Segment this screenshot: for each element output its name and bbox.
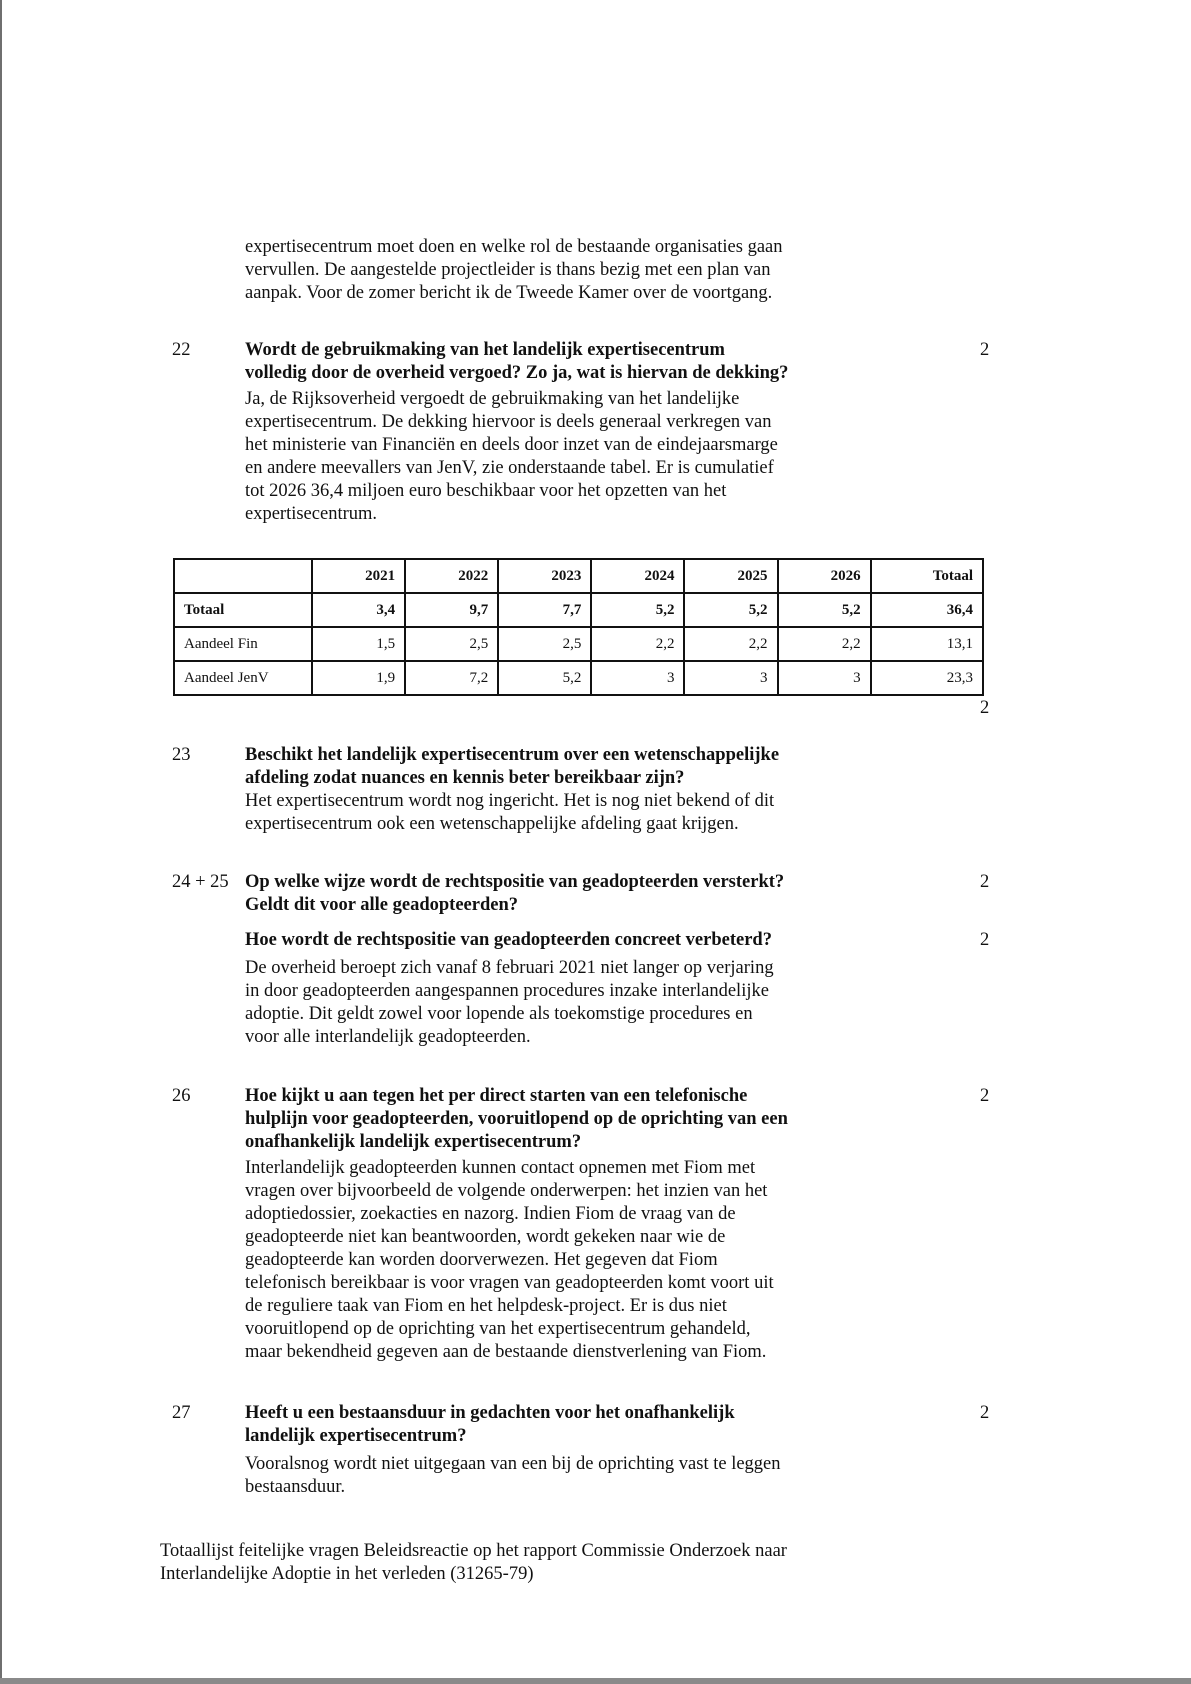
text-line: Op welke wijze wordt de rechtspositie van geadopteerden versterkt? (245, 872, 785, 892)
priority-after-table: 2 (980, 698, 990, 718)
question-number-27: 27 (172, 1403, 191, 1423)
question-23-text (245, 744, 875, 790)
question-number-22: 22 (172, 340, 191, 360)
question-24-text (245, 871, 875, 917)
text-line: hulplijn voor geadopteerden, vooruitlopend op de oprichting van een (245, 1109, 788, 1129)
table-cell: 1,5 (312, 627, 405, 661)
table-header-cell: 2026 (778, 559, 871, 593)
text-line: bestaansduur. (245, 1477, 346, 1497)
budget-table (173, 558, 984, 696)
answer-24-25-text (245, 957, 875, 1049)
text-line: Wordt de gebruikmaking van het landelijk expertisecentrum (245, 340, 725, 360)
answer-27-text (245, 1453, 875, 1499)
text-line: tot 2026 36,4 miljoen euro beschikbaar voor het opzetten van het (245, 481, 727, 501)
text-line: afdeling zodat nuances en kennis beter bereikbaar zijn? (245, 768, 685, 788)
question-26-text (245, 1085, 875, 1154)
answer-26-text (245, 1157, 875, 1364)
table-header-cell: 2024 (591, 559, 684, 593)
priority-22: 2 (980, 340, 990, 360)
text-line: onafhankelijk landelijk expertisecentrum? (245, 1132, 582, 1152)
table-header-cell: 2022 (405, 559, 498, 593)
table-cell: 3 (684, 661, 777, 695)
text-line: Vooralsnog wordt niet uitgegaan van een bij de oprichting vast te leggen (245, 1454, 781, 1474)
question-25-text: Hoe wordt de rechtspositie van geadopteerden concreet verbeterd? (245, 930, 772, 950)
table-row-label: Aandeel Fin (174, 627, 312, 661)
question-number-24-25: 24 + 25 (172, 872, 229, 892)
question-26-block (245, 1085, 875, 1364)
text-line: adoptie. Dit geldt zowel voor lopende als toekomstige procedures en (245, 1004, 753, 1024)
question-23-block (245, 744, 875, 836)
text-line: Geldt dit voor alle geadopteerden? (245, 895, 519, 915)
table-cell: 2,2 (684, 627, 777, 661)
table-cell: 9,7 (405, 593, 498, 627)
table-cell: 13,1 (871, 627, 983, 661)
text-line: de reguliere taak van Fiom en het helpdesk-project. Er is dus niet (245, 1296, 727, 1316)
table-cell: 2,5 (405, 627, 498, 661)
question-22-text (245, 339, 875, 385)
priority-24: 2 (980, 872, 990, 892)
text-line: het ministerie van Financiën en deels door inzet van de eindejaarsmarge (245, 435, 778, 455)
text-line: Het expertisecentrum wordt nog ingericht. Het is nog niet bekend of dit (245, 791, 775, 811)
question-number-26: 26 (172, 1086, 191, 1106)
table-header-cell: 2025 (684, 559, 777, 593)
table-cell: 5,2 (498, 661, 591, 695)
table-cell: 3,4 (312, 593, 405, 627)
text-line: Interlandelijk geadopteerden kunnen contact opnemen met Fiom met (245, 1158, 756, 1178)
question-22-block (245, 339, 875, 526)
text-line: landelijk expertisecentrum? (245, 1426, 467, 1446)
text-line: Hoe kijkt u aan tegen het per direct starten van een telefonische (245, 1086, 748, 1106)
question-27-block (245, 1402, 875, 1499)
text-line: in door geadopteerden aangespannen procedures inzake interlandelijke (245, 981, 769, 1001)
text-line: expertisecentrum ook een wetenschappelijke afdeling gaat krijgen. (245, 814, 739, 834)
text-line: voor alle interlandelijk geadopteerden. (245, 1027, 531, 1047)
table-header-cell: 2023 (498, 559, 591, 593)
table-cell: 5,2 (778, 593, 871, 627)
text-line: vooruitlopend op de oprichting van het expertisecentrum gehandeld, (245, 1319, 751, 1339)
table-cell: 7,7 (498, 593, 591, 627)
table-cell: 2,2 (778, 627, 871, 661)
text-line: telefonisch bereikbaar is voor vragen van geadopteerden komt voort uit (245, 1273, 774, 1293)
table-cell: 2,5 (498, 627, 591, 661)
question-25-block (245, 929, 875, 1049)
text-line: vervullen. De aangestelde projectleider is thans bezig met een plan van (245, 260, 771, 280)
priority-27: 2 (980, 1403, 990, 1423)
table-cell: 7,2 (405, 661, 498, 695)
table-cell: 2,2 (591, 627, 684, 661)
text-line: vragen over bijvoorbeeld de volgende onderwerpen: het inzien van het (245, 1181, 768, 1201)
table-row-label: Aandeel JenV (174, 661, 312, 695)
question-27-text (245, 1402, 875, 1448)
table-row (174, 627, 983, 661)
text-line: De overheid beroept zich vanaf 8 februari 2021 niet langer op verjaring (245, 958, 774, 978)
text-line: Heeft u een bestaansduur in gedachten voor het onafhankelijk (245, 1403, 735, 1423)
table-row (174, 661, 983, 695)
table-cell: 5,2 (591, 593, 684, 627)
text-line: expertisecentrum. (245, 504, 378, 524)
table-row-label: Totaal (174, 593, 312, 627)
page-edge-left (0, 0, 2, 1684)
question-number-23: 23 (172, 745, 191, 765)
text-line: volledig door de overheid vergoed? Zo ja, wat is hiervan de dekking? (245, 363, 789, 383)
table-cell: 23,3 (871, 661, 983, 695)
text-line: aanpak. Voor de zomer bericht ik de Tweede Kamer over de voortgang. (245, 283, 773, 303)
table-header-cell: 2021 (312, 559, 405, 593)
text-line: maar bekendheid gegeven aan de bestaande dienstverlening van Fiom. (245, 1342, 767, 1362)
table-cell: 3 (591, 661, 684, 695)
table-header-cell (174, 559, 312, 593)
text-line: adoptiedossier, zoekacties en nazorg. Indien Fiom de vraag van de (245, 1204, 736, 1224)
text-line: Beschikt het landelijk expertisecentrum over een wetenschappelijke (245, 745, 780, 765)
priority-25: 2 (980, 930, 990, 950)
table-row (174, 593, 983, 627)
intro-paragraph (245, 236, 875, 305)
footer-line: Interlandelijke Adoptie in het verleden (31265-79) (160, 1564, 534, 1584)
answer-22-text (245, 388, 875, 526)
table-header-cell: Totaal (871, 559, 983, 593)
text-line: expertisecentrum. De dekking hiervoor is deels generaal verkregen van (245, 412, 772, 432)
text-line: expertisecentrum moet doen en welke rol de bestaande organisaties gaan (245, 237, 783, 257)
answer-23-text (245, 790, 875, 836)
table-cell: 36,4 (871, 593, 983, 627)
table-header-row (174, 559, 983, 593)
page-edge-bottom (0, 1678, 1191, 1684)
text-line: Ja, de Rijksoverheid vergoedt de gebruikmaking van het landelijke (245, 389, 740, 409)
text-line: en andere meevallers van JenV, zie onderstaande tabel. Er is cumulatief (245, 458, 774, 478)
table-cell: 3 (778, 661, 871, 695)
page-footer (160, 1540, 880, 1586)
text-line: geadopteerde niet kan beantwoorden, wordt gekeken naar wie de (245, 1227, 726, 1247)
priority-26: 2 (980, 1086, 990, 1106)
footer-line: Totaallijst feitelijke vragen Beleidsreactie op het rapport Commissie Onderzoek naar (160, 1541, 787, 1561)
table-cell: 1,9 (312, 661, 405, 695)
table-cell: 5,2 (684, 593, 777, 627)
text-line: geadopteerde kan worden doorverwezen. Het gegeven dat Fiom (245, 1250, 718, 1270)
